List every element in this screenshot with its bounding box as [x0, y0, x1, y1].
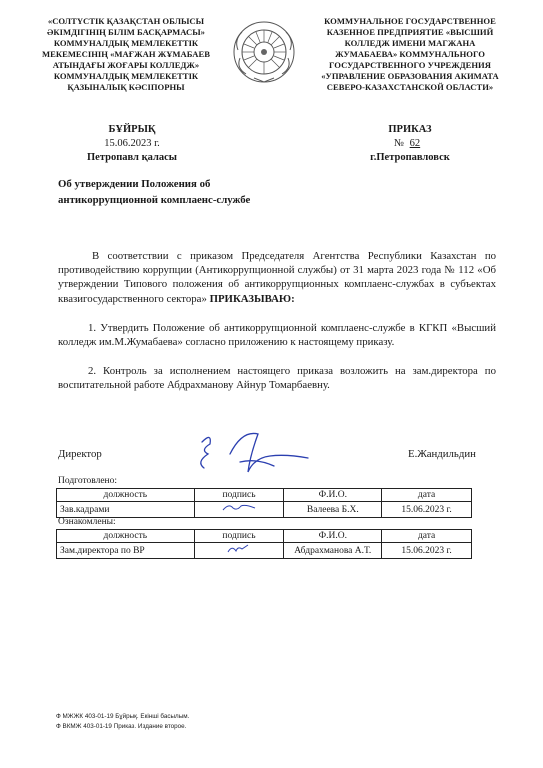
order-item-2: 2. Контроль за исполнением настоящего приказа возложить на зам.директора по воспитательной работе Абдрахманову Айнур Томарбаевну. [58, 365, 496, 392]
table-cell-name: Валеева Б.Х. [284, 502, 382, 518]
order-title-line: антикоррупционной комплаенс-службе [58, 194, 251, 206]
order-number-value: 62 [409, 138, 421, 149]
table-cell-name: Абдрахманова А.Т. [284, 543, 382, 559]
handwritten-signature-icon [219, 502, 259, 513]
order-number [394, 138, 420, 149]
column-header: дата [382, 530, 472, 543]
table-cell-position: Зав.кадрами [57, 502, 195, 518]
order-city-kz: Петропавл қаласы [87, 152, 177, 163]
order-label-ru: ПРИКАЗ [388, 124, 432, 135]
acquainted-table [56, 529, 472, 559]
prepared-caption: Подготовлено: [58, 476, 118, 486]
order-title [58, 176, 250, 208]
table-row [57, 502, 472, 518]
order-city-ru: г.Петропавловск [370, 152, 450, 163]
order-title-line: Об утверждении Положения об [58, 178, 211, 190]
column-header: подпись [194, 489, 284, 502]
signatory-name: Е.Жандильдин [408, 448, 476, 460]
column-header: должность [57, 489, 195, 502]
table-cell-signature [194, 502, 284, 518]
column-header: Ф.И.О. [284, 530, 382, 543]
acquainted-caption: Ознакомлены: [58, 517, 116, 527]
prepared-table [56, 488, 472, 518]
table-cell-signature [194, 543, 284, 559]
table-cell-date: 15.06.2023 г. [382, 543, 472, 559]
body-paragraph [58, 249, 496, 306]
table-cell-date: 15.06.2023 г. [382, 502, 472, 518]
order-label-kz: БҰЙРЫҚ [108, 124, 156, 135]
order-directive: ПРИКАЗЫВАЮ: [209, 292, 295, 305]
state-emblem-icon [232, 20, 296, 84]
table-header-row [57, 530, 472, 543]
column-header: Ф.И.О. [284, 489, 382, 502]
document-footer [56, 712, 189, 732]
footer-line-kz: Ф МЖЖК 403-01-19 Бұйрық. Екінші басылым. [56, 713, 190, 720]
table-header-row [57, 489, 472, 502]
table-cell-position: Зам.директора по ВР [57, 543, 195, 559]
signatory-position: Директор [58, 448, 102, 460]
kz-organization-header: «СОЛТҮСТІК ҚАЗАҚСТАН ОБЛЫСЫ ӘКІМДІГІНІҢ БІЛІМ БАСҚАРМАСЫ» КОММУНАЛДЫҚ МЕМЛЕКЕТТІК МЕКЕМЕСІНІҢ «МАҒЖАН ЖҰМАБАЕВ АТЫНДАҒЫ ЖОҒАРЫ КОЛЛЕДЖ» КОММУНАЛДЫҚ МЕМЛЕКЕТТІК ҚАЗЫНАЛЫҚ КӘСІПОРНЫ [42, 16, 210, 92]
order-number-prefix: № [394, 138, 405, 149]
order-item-1: 1. Утвердить Положение об антикоррупционной комплаенс-службе в КГКП «Высший колледж им.М.Жумабаева» согласно приложению к настоящему приказу. [58, 322, 496, 349]
column-header: дата [382, 489, 472, 502]
column-header: должность [57, 530, 195, 543]
column-header: подпись [194, 530, 284, 543]
director-signature-icon [190, 428, 310, 485]
table-row [57, 543, 472, 559]
body-paragraph-text: В соответствии с приказом Председателя Агентства Республики Казахстан по противодействию коррупции (Антикоррупционной службы) от 31 марта 2023 года № 112 «Об утверждении Типового положения об антикоррупционных комплаенс-службах в субъектах квазигосударственного сектора» [58, 250, 496, 305]
order-date: 15.06.2023 г. [104, 138, 160, 149]
ru-organization-header: КОММУНАЛЬНОЕ ГОСУДАРСТВЕННОЕ КАЗЕННОЕ ПРЕДПРИЯТИЕ «ВЫСШИЙ КОЛЛЕДЖ ИМЕНИ МАГЖАНА ЖУМАБАЕВА» КОММУНАЛЬНОГО ГОСУДАРСТВЕННОГО УЧРЕЖДЕНИЯ «УПРАВЛЕНИЕ ОБРАЗОВАНИЯ АКИМАТА СЕВЕРО-КАЗАХСТАНСКОЙ ОБЛАСТИ» [321, 16, 499, 92]
footer-line-ru: Ф ВКМЖ 403-01-19 Приказ. Издание второе. [56, 723, 187, 730]
handwritten-signature-icon [224, 543, 254, 554]
